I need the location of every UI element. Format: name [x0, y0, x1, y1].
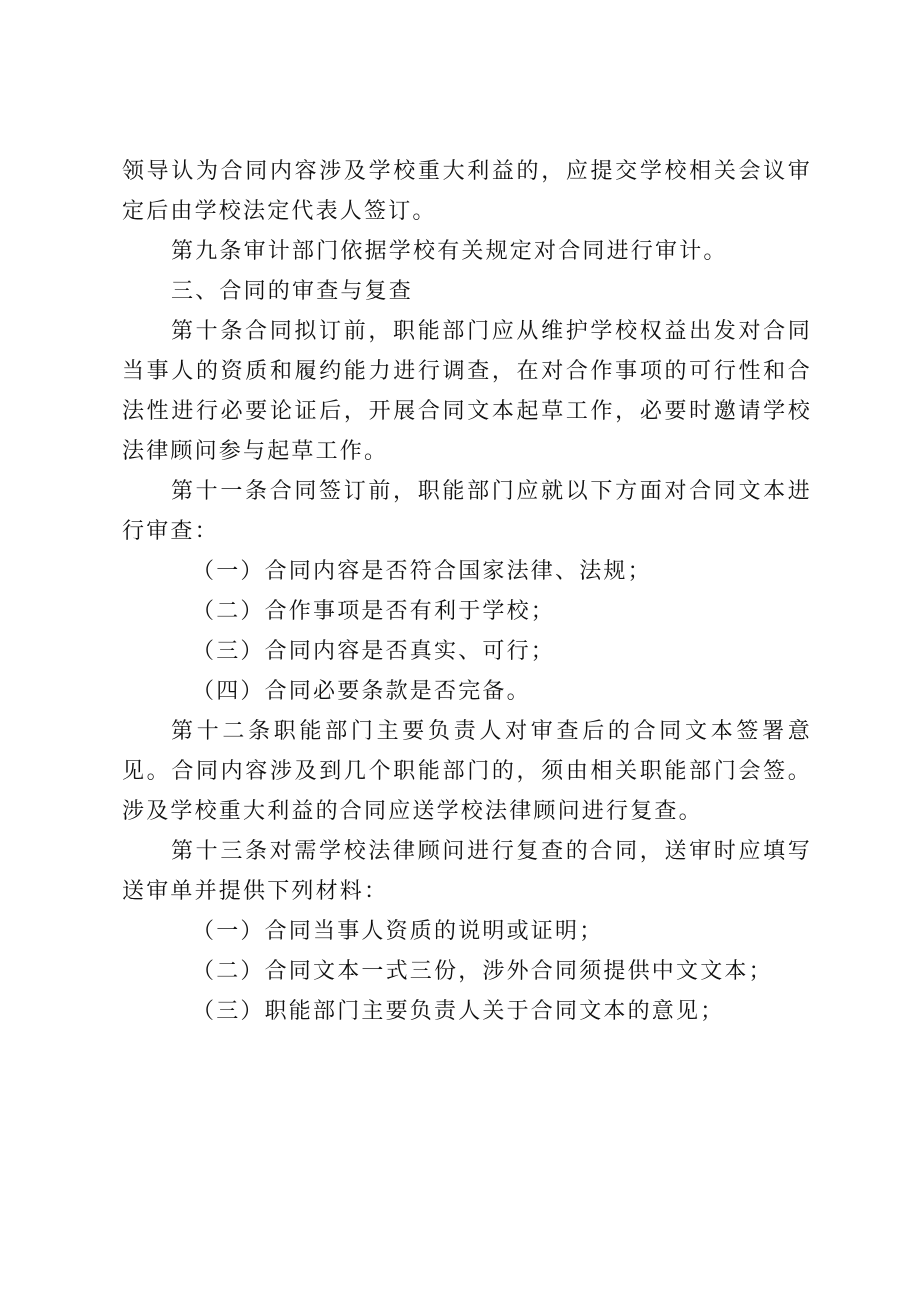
article-13-item-2: （二）合同文本一式三份，涉外合同须提供中文文本；	[192, 959, 773, 984]
article-11-item-2: （二）合作事项是否有利于学校；	[192, 599, 556, 624]
document-body	[122, 152, 812, 1032]
section-heading-3: 三、合同的审查与复查	[171, 279, 414, 304]
article-13-item-1: （一）合同当事人资质的说明或证明；	[192, 919, 604, 944]
article-9: 第九条审计部门依据学校有关规定对合同进行审计。	[171, 239, 728, 264]
paragraph-continuation: 领导认为合同内容涉及学校重大利益的，应提交学校相关会议审定后由学校法定代表人签订。	[122, 159, 812, 224]
article-13: 第十三条对需学校法律顾问进行复查的合同，送审时应填写送审单并提供下列材料：	[122, 839, 812, 904]
article-10: 第十条合同拟订前，职能部门应从维护学校权益出发对合同当事人的资质和履约能力进行调查，在对合作事项的可行性和合法性进行必要论证后，开展合同文本起草工作，必要时邀请学校法律顾问参与起草工作。	[122, 319, 812, 464]
article-11: 第十一条合同签订前，职能部门应就以下方面对合同文本进行审查：	[122, 479, 812, 544]
article-11-item-1: （一）合同内容是否符合国家法律、法规；	[192, 559, 652, 584]
article-11-item-3: （三）合同内容是否真实、可行；	[192, 639, 556, 664]
article-13-item-3: （三）职能部门主要负责人关于合同文本的意见；	[192, 999, 725, 1024]
article-12: 第十二条职能部门主要负责人对审查后的合同文本签署意见。合同内容涉及到几个职能部门的，须由相关职能部门会签。涉及学校重大利益的合同应送学校法律顾问进行复查。	[122, 719, 812, 824]
article-11-item-4: （四）合同必要条款是否完备。	[192, 679, 531, 704]
